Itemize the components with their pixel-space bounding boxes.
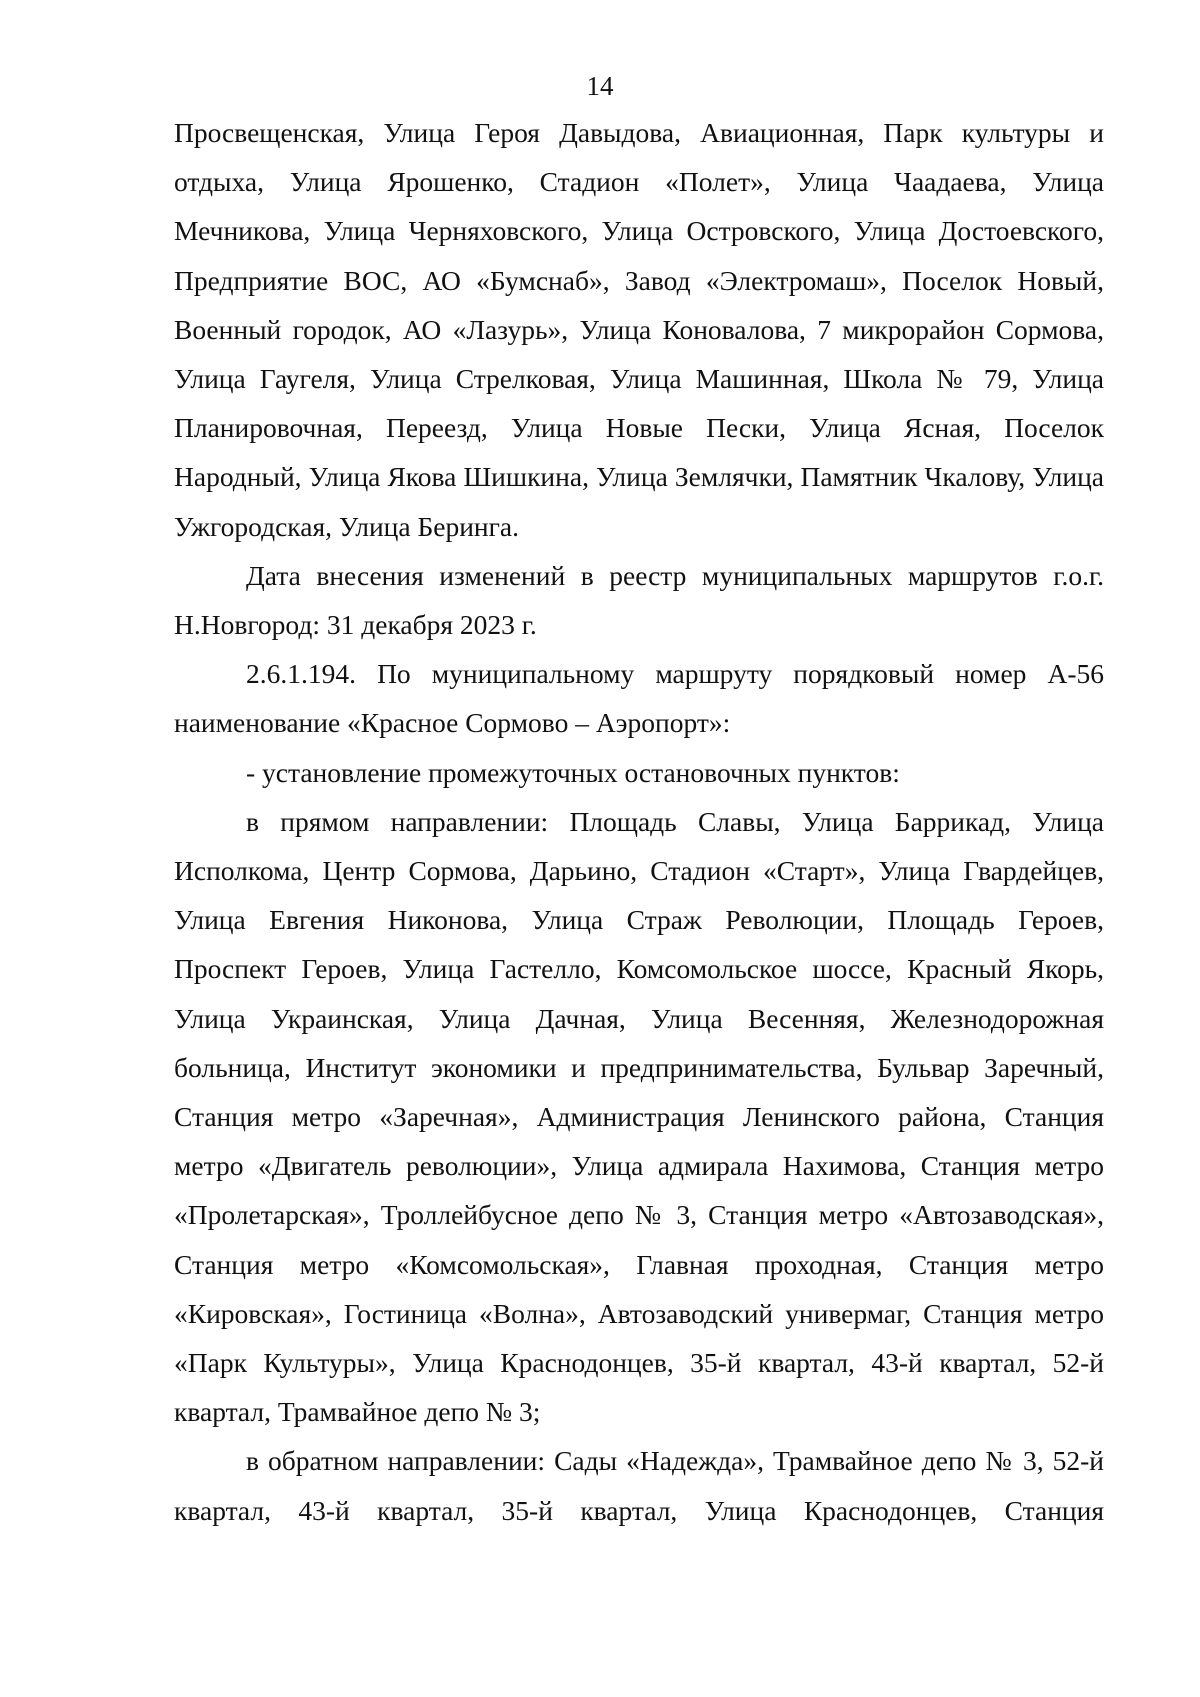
paragraph-route-a56-heading: 2.6.1.194. По муниципальному маршруту порядковый номер А-56 наименование «Красное Сормово – Аэропорт»: [174, 658, 1104, 739]
page-number: 14 [586, 71, 614, 101]
paragraph-forward-direction: в прямом направлении: Площадь Славы, Улица Баррикад, Улица Исполкома, Центр Сормова, Дарьино, Стадион «Старт», Улица Гвардейцев, Улица Евгения Никонова, Улица Страж Революции, Площадь Героев, Проспект Героев, Улица Гастелло, Комсомольское шоссе, Красный Якорь, Улица Украинская, Улица Дачная, Улица Весенняя, Железнодорожная больница, Институт экономики и предпринимательства, Бульвар Заречный, Станция метро «Заречная», Администрация Ленинского района, Станция метро «Двигатель революции», Улица адмирала Нахимова, Станция метро «Пролетарская», Троллейбусное депо № 3, Станция метро «Автозаводская», Станция метро «Комсомольская», Главная проходная, Станция метро «Кировская», Гостиница «Волна», Автозаводский универмаг, Станция метро «Парк Культуры», Улица Краснодонцев, 35-й квартал, 43-й квартал, 52-й квартал, Трамвайное депо № 3; [174, 805, 1104, 1428]
paragraph-intermediate-stops-intro: - установление промежуточных остановочных пунктов: [246, 756, 900, 788]
paragraph-reverse-direction: в обратном направлении: Сады «Надежда», Трамвайное депо № 3, 52-й квартал, 43-й квартал, 35-й квартал, Улица Краснодонцев, Станция [174, 1445, 1104, 1526]
paragraph-stop-list-continued: Просвещенская, Улица Героя Давыдова, Авиационная, Парк культуры и отдыха, Улица Ярошенко, Стадион «Полет», Улица Чаадаева, Улица Мечникова, Улица Черняховского, Улица Островского, Улица Достоевского, Предприятие ВОС, АО «Бумснаб», Завод «Электромаш», Поселок Новый, Военный городок, АО «Лазурь», Улица Коновалова, 7 микрорайон Сормова, Улица Гаугеля, Улица Стрелковая, Улица Машинная, Школа № 79, Улица Планировочная, Переезд, Улица Новые Пески, Улица Ясная, Поселок Народный, Улица Якова Шишкина, Улица Землячки, Памятник Чкалову, Улица Ужгородская, Улица Беринга. [174, 117, 1104, 542]
paragraph-registry-date: Дата внесения изменений в реестр муниципальных маршрутов г.о.г. Н.Новгород: 31 декабря 2023 г. [174, 559, 1104, 641]
document-body [174, 108, 1104, 1535]
